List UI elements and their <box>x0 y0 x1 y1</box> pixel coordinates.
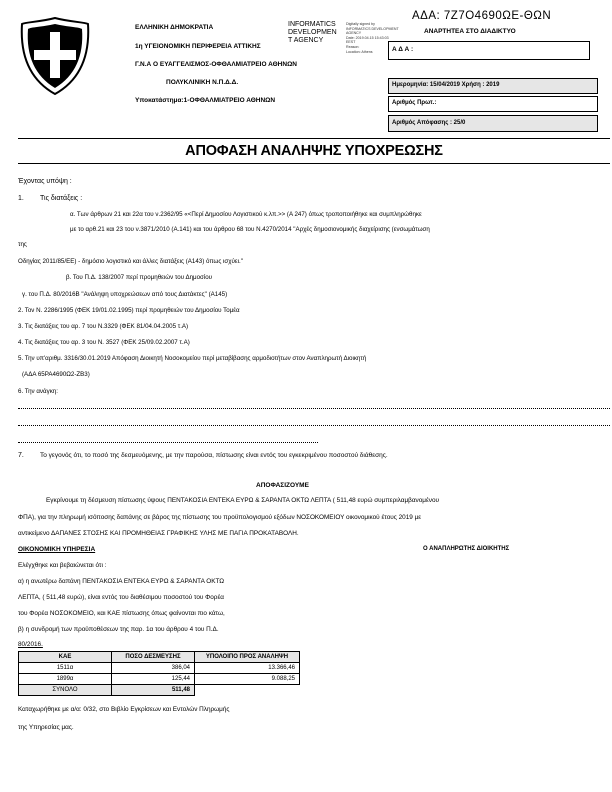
approve-line-2: ΦΠΑ), για την πληρωμή ισόποσης δαπάνης σε βάρος της πίστωσης του προϋπολογισμού εξόδων ΝΟΣΟΚΟΜΕΙΟΥ οικονομικού έτους 2019 με <box>18 514 422 521</box>
item-7: Το γεγονός ότι, το ποσό της δεσμευόμενης, με την παρούσα, πίστωσης είναι εντός του εγκεκριμένου ποσοστού διάθεσης. <box>40 452 388 459</box>
check-b-line-2: 80/2016. <box>18 641 43 648</box>
item-1-number: 1. <box>18 195 24 202</box>
item-6: 6. Την ανάγκη: <box>18 388 58 395</box>
item-1a-cont-3: Οδηγίας 2011/85/ΕΕ) - δημόσιο λογιστικό και άλλες διατάξεις (Α143) όπως ισχύει." <box>18 258 243 265</box>
unit-label: Υποκατάστημα:1-ΟΦΘΑΛΜΙΑΤΡΕΙΟ ΑΘΗΝΩΝ <box>135 97 276 104</box>
table-cell: 13.366,46 <box>195 663 300 674</box>
financial-service-heading: ΟΙΚΟΝΟΜΙΚΗ ΥΠΗΡΕΣΙΑ <box>18 546 96 553</box>
item-2: 2. Τον Ν. 2286/1995 (ΦΕΚ 19/01.02.1995) περί προμηθειών του Δημοσίου Τομέα <box>18 307 240 314</box>
deputy-director-label: Ο ΑΝΑΠΛΗΡΩΤΗΣ ΔΙΟΙΚΗΤΗΣ <box>423 546 510 552</box>
ada-box <box>388 41 590 60</box>
check-a-line-3: του Φορέα ΝΟΣΟΚΟΜΕΙΟ, και ΚΑΕ πίστωσης όπως φαίνονται πιο κάτω, <box>18 610 225 617</box>
repository-label: ΑΝΑΡΤΗΤΕΑ ΣΤΟ ΔΙΑΔΙΚΤΥΟ <box>424 28 516 35</box>
approve-line-3: αντικείμενο ΔΑΠΑΝΕΣ ΣΤΟΣΗΣ ΚΑΙ ΠΡΟΜΗΘΕΙΑΣ ΓΡΑΦΙΚΗΣ ΥΛΗΣ ΜΕ ΠΑΓΙΑ ΠΡΟΚΑΤΑΒΟΛΗ. <box>18 530 299 537</box>
item-1a-cont: με το αρθ.21 και 23 του ν.3871/2010 (Α.141) και του άρθρου 68 του Ν.4270/2014 "Αρχές δημοσιονομικής διαχείρισης (ενσωμάτωση <box>70 226 430 233</box>
table-cell: 1511α <box>19 663 112 674</box>
polyclinic-label: ΠΟΛΥΚΛΙΝΙΚΗ Ν.Π.Δ.Δ. <box>166 79 239 86</box>
dotted-line <box>18 408 610 409</box>
item-1b: β. Του Π.Δ. 138/2007 περί προμηθειών του Δημοσίου <box>66 274 213 281</box>
item-1a-cont-2: της <box>18 241 27 248</box>
digital-signature-details: Digitally signed by INFORMATICS DEVELOPMENT AGENCY Date: 2019.04.15 15:43:03 EEST Reason: Location: Athens <box>346 22 399 54</box>
ada-label: Α Δ Α : <box>392 46 414 53</box>
table-cell: 125,44 <box>112 674 195 685</box>
item-5-ada: (ΑΔΑ 65ΡΑ4690Ω2-ΖΒ3) <box>22 371 90 378</box>
checked-label: Ελέγχθηκε και βεβαιώνεται ότι : <box>18 562 107 569</box>
column-header: ΥΠΟΛΟΙΠΟ ΠΡΟΣ ΑΝΑΛΗΨΗ <box>195 652 300 663</box>
protocol-box <box>388 96 598 112</box>
total-value: 511,48 <box>112 685 195 696</box>
protocol-label: Αριθμός Πρωτ.: <box>392 100 437 106</box>
check-a-line-2: ΛΕΠΤΑ, ( 511,48 ευρώ), είναι εντός του διαθέσιμου ποσοστού του Φορέα <box>18 594 224 601</box>
dotted-line <box>18 425 610 426</box>
empty-cell <box>195 685 300 696</box>
column-header: ΚΑΕ <box>19 652 112 663</box>
region-label: 1η ΥΓΕΙΟΝΟΜΙΚΗ ΠΕΡΙΦΕΡΕΙΑ ΑΤΤΙΚΗΣ <box>135 43 261 50</box>
check-b-line-1: β) η συνδρομή των προϋποθέσεων της παρ. 1α του άρθρου 4 του Π.Δ. <box>18 626 219 633</box>
document-title: ΑΠΟΦΑΣΗ ΑΝΑΛΗΨΗΣ ΥΠΟΧΡΕΩΣΗΣ <box>18 138 610 164</box>
decide-heading: ΑΠΟΦΑΣΙΖΟΥΜΕ <box>256 482 309 489</box>
table-total-row <box>19 685 300 696</box>
date-box <box>388 78 598 94</box>
considering-label: Έχοντας υπόψη : <box>18 178 72 185</box>
signature-org: INFORMATICS DEVELOPMEN T AGENCY <box>288 21 337 44</box>
hospital-label: Γ.Ν.Α Ο ΕΥΑΓΓΕΛΙΣΜΟΣ-ΟΦΘΑΛΜΙΑΤΡΕΙΟ ΑΘΗΝΩΝ <box>135 61 297 68</box>
table-cell: 9.088,25 <box>195 674 300 685</box>
approve-line-1: Εγκρίνουμε τη δέσμευση πίστωσης ύψους ΠΕΝΤΑΚΟΣΙΑ ΕΝΤΕΚΑ ΕΥΡΩ & ΣΑΡΑΝΤΑ ΟΚΤΩ ΛΕΠΤΑ ( 511,48 ευρώ συμπεριλαμβανομένου <box>46 497 440 504</box>
date-usage: Ημερομηνία: 15/04/2019 Χρήση : 2019 <box>392 82 500 88</box>
ada-code-top: ΑΔΑ: 7Ζ7Ο4690ΩΕ-ΘΩΝ <box>412 10 552 22</box>
table-row <box>19 663 300 674</box>
decision-number: Αριθμός Απόφασης : 25/0 <box>392 120 466 126</box>
decision-number-box <box>388 115 598 132</box>
item-3: 3. Τις διατάξεις του αρ. 7 του Ν.3329 (ΦΕΚ 81/04.04.2005 τ.Α) <box>18 323 189 330</box>
table-row <box>19 674 300 685</box>
greek-emblem-icon <box>18 16 92 96</box>
registered-line-2: της Υπηρεσίας μας. <box>18 724 74 731</box>
item-5: 5. Την υπ'αριθμ. 3316/30.01.2019 Απόφαση Διοικητή Νοσοκομείου περί μεταβίβασης αρμοδιοτήτων στον Αναπληρωτή Διοικητή <box>18 355 367 362</box>
item-1a: α. Των άρθρων 21 και 22α του ν.2362/95 «<Περί Δημοσίου Λογιστικού κ.λπ.>> (Α 247) όπως τροποποιήθηκε και συμπληρώθηκε <box>70 211 422 218</box>
total-label: ΣΥΝΟΛΟ <box>19 685 112 696</box>
table-cell: 386,04 <box>112 663 195 674</box>
dotted-line <box>18 442 318 443</box>
table-header-row <box>19 652 300 663</box>
item-1c: γ. του Π.Δ. 80/2016Β "Ανάληψη υποχρεώσεων από τους Διατάκτες" (Α145) <box>22 291 228 298</box>
column-header: ΠΟΣΟ ΔΕΣΜΕΥΣΗΣ <box>112 652 195 663</box>
kae-table <box>18 651 300 696</box>
table-cell: 1899α <box>19 674 112 685</box>
item-7-number: 7. <box>18 452 24 459</box>
registered-line-1: Καταχωρήθηκε με α/α: 0/32, στο Βιβλίο Εγκρίσεων και Εντολών Πληρωμής <box>18 706 230 713</box>
item-1: Τις διατάξεις : <box>40 195 83 202</box>
item-4: 4. Τις διατάξεις του αρ. 3 του Ν. 3527 (ΦΕΚ 25/09.02.2007 τ.Α) <box>18 339 190 346</box>
check-a-line-1: α) η ανωτέρω δαπάνη ΠΕΝΤΑΚΟΣΙΑ ΕΝΤΕΚΑ ΕΥΡΩ & ΣΑΡΑΝΤΑ ΟΚΤΩ <box>18 578 225 585</box>
republic-label: ΕΛΛΗΝΙΚΗ ΔΗΜΟΚΡΑΤΙΑ <box>135 24 214 31</box>
